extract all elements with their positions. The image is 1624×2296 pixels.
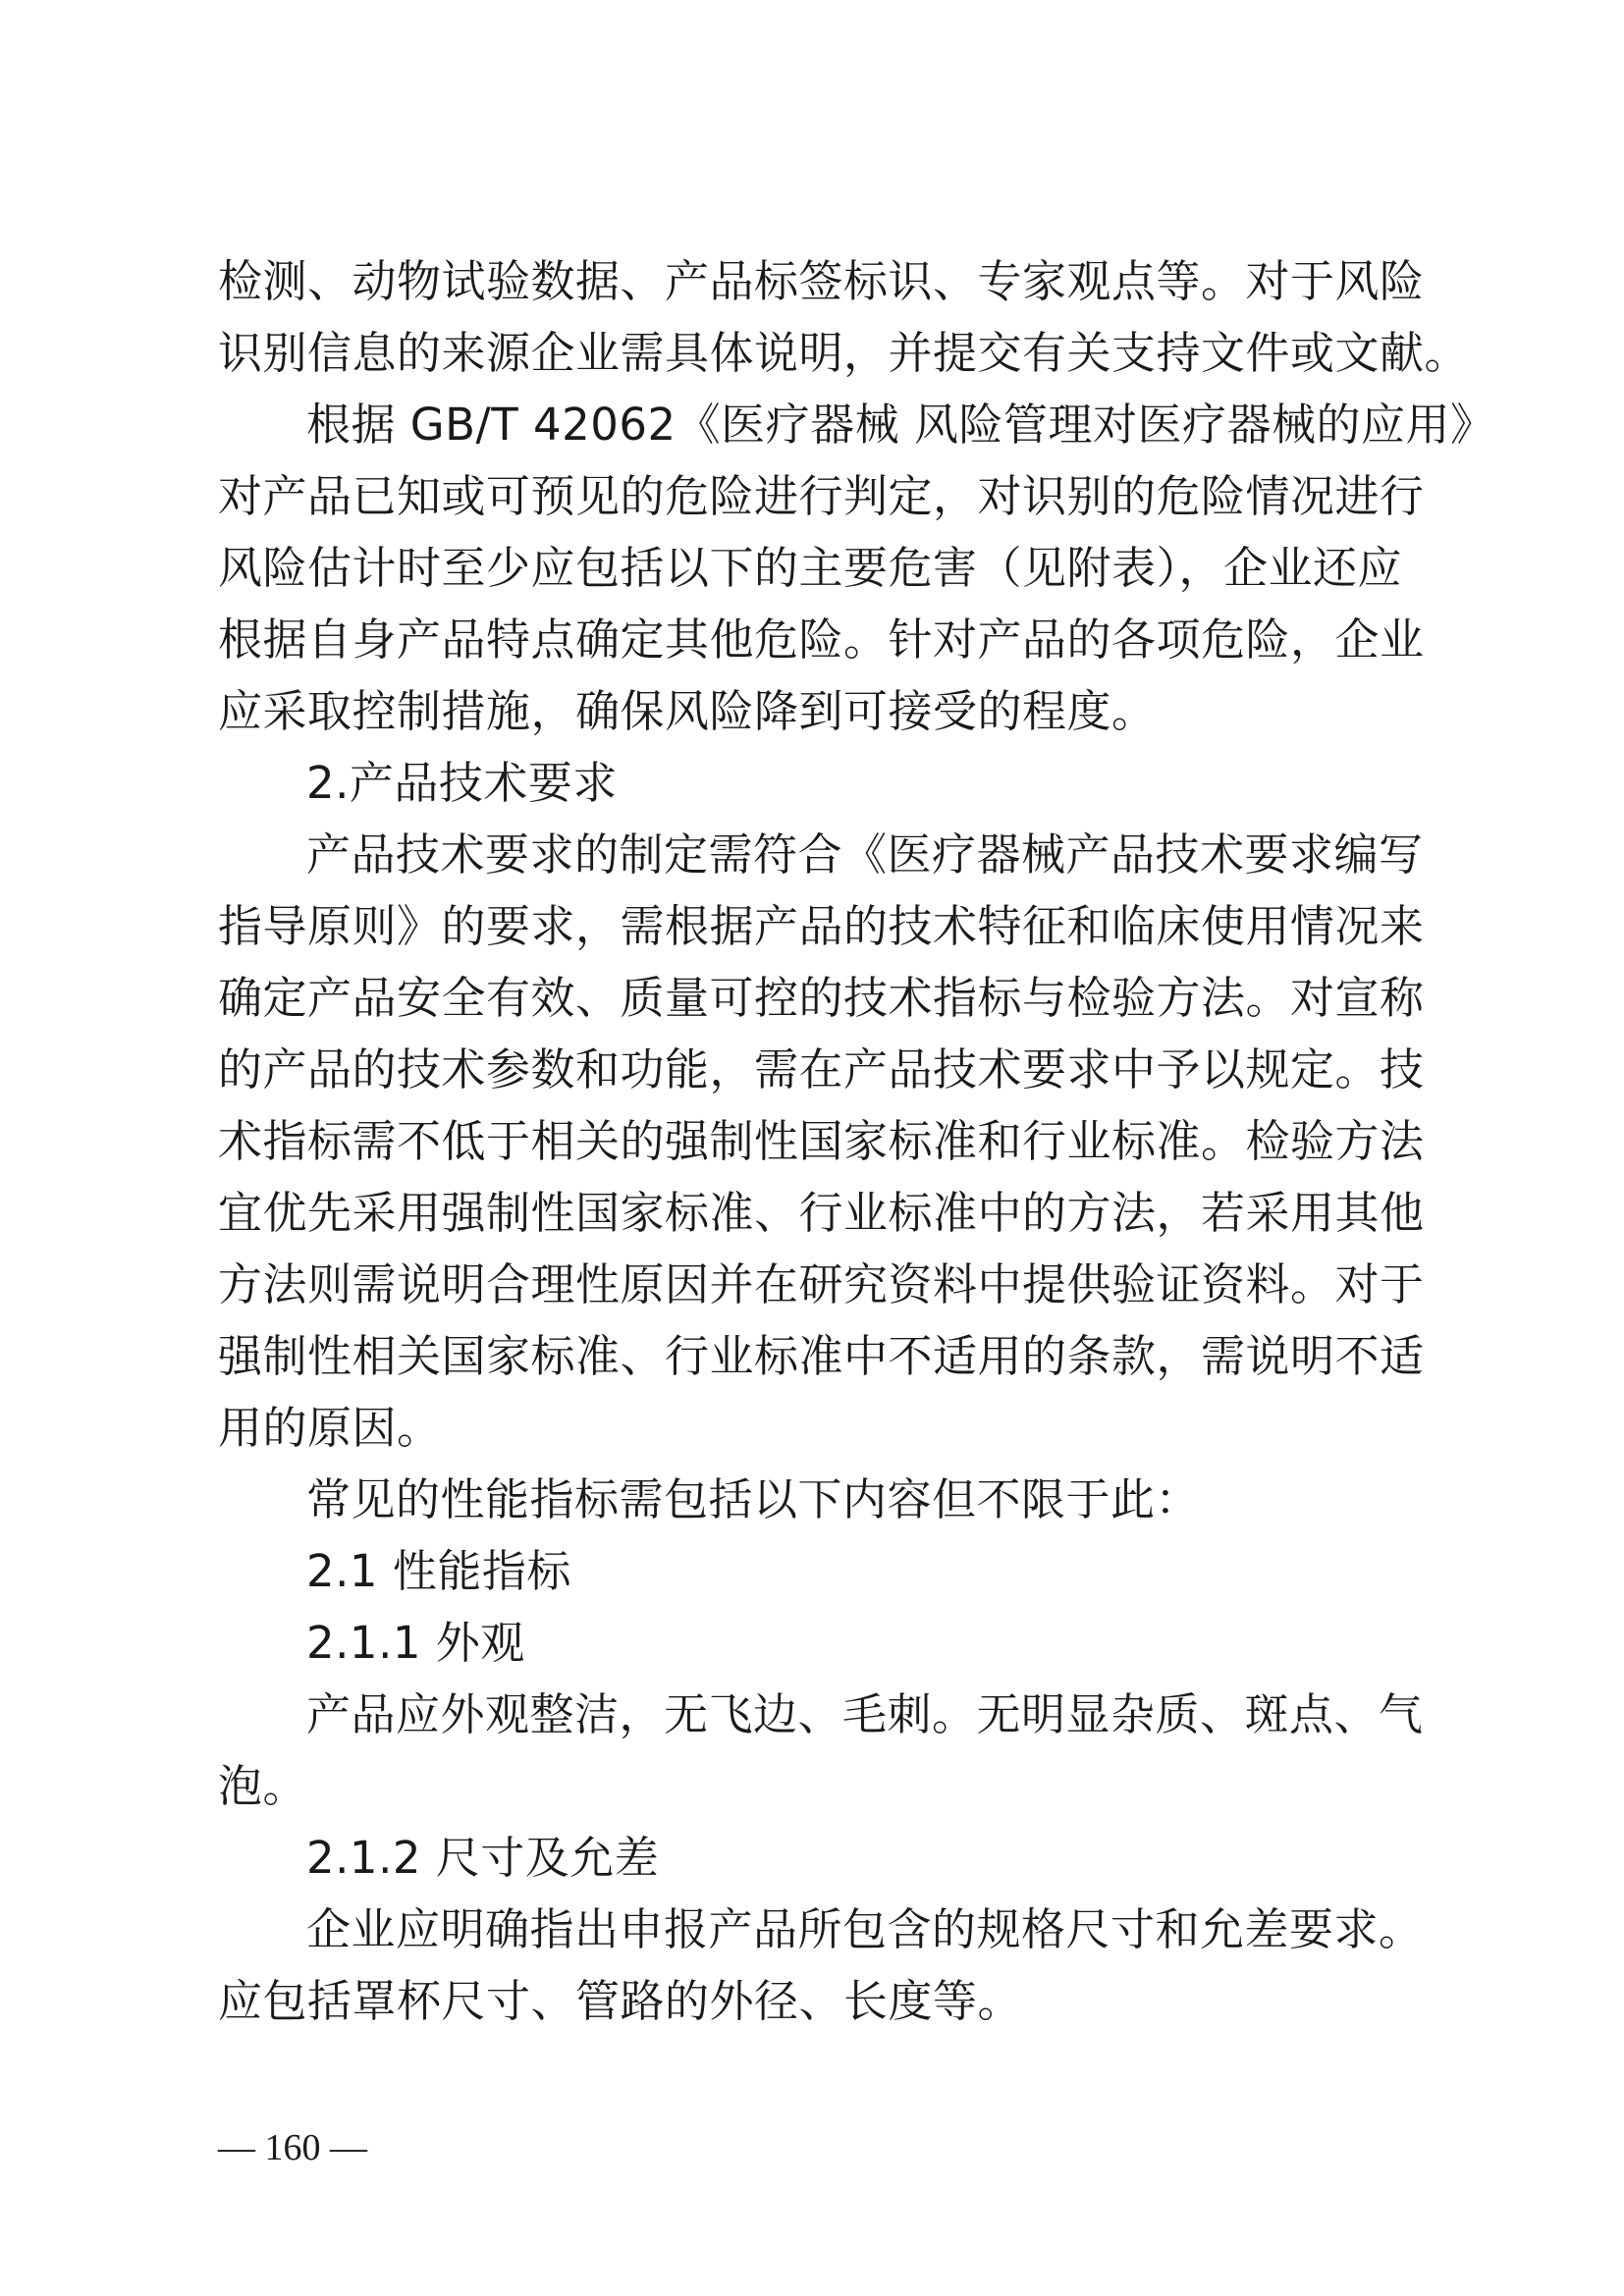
text-line: 对产品已知或可预见的危险进行判定，对识别的危险情况进行 [218, 470, 1425, 522]
text-line: 术指标需不低于相关的强制性国家标准和行业标准。检验方法 [218, 1115, 1425, 1167]
text-line: 的产品的技术参数和功能，需在产品技术要求中予以规定。技 [218, 1043, 1425, 1095]
text-line: 强制性相关国家标准、行业标准中不适用的条款，需说明不适 [218, 1330, 1425, 1382]
text-line: 应包括罩杯尺寸、管路的外径、长度等。 [218, 1975, 1023, 2027]
page-number: — 160 — [218, 2127, 367, 2168]
text-line: 宜优先采用强制性国家标准、行业标准中的方法，若采用其他 [218, 1187, 1425, 1239]
text-line: 用的原因。 [218, 1402, 442, 1454]
text-line: 企业应明确指出申报产品所包含的规格尺寸和允差要求。 [306, 1903, 1424, 1955]
text-line: 2.1.2 尺寸及允差 [306, 1832, 660, 1884]
text-line: 2.产品技术要求 [306, 757, 618, 809]
text-line: 2.1.1 外观 [306, 1617, 525, 1669]
text-line: 产品技术要求的制定需符合《医疗器械产品技术要求编写 [306, 828, 1424, 881]
text-line: 根据 GB/T 42062《医疗器械 风险管理对医疗器械的应用》 [306, 399, 1495, 451]
text-line: 识别信息的来源企业需具体说明，并提交有关支持文件或文献。 [218, 327, 1470, 379]
text-line: 风险估计时至少应包括以下的主要危害（见附表），企业还应 [218, 542, 1403, 594]
body-text [218, 245, 1495, 2037]
text-line: 方法则需说明合理性原因并在研究资料中提供验证资料。对于 [218, 1258, 1425, 1310]
text-line: 指导原则》的要求，需根据产品的技术特征和临床使用情况来 [218, 900, 1425, 952]
text-line: 产品应外观整洁，无飞边、毛刺。无明显杂质、斑点、气 [306, 1688, 1424, 1740]
text-line: 泡。 [218, 1760, 308, 1812]
text-line: 2.1 性能指标 [306, 1545, 571, 1597]
text-line: 应采取控制措施，确保风险降到可接受的程度。 [218, 685, 1157, 737]
text-line: 确定产品安全有效、质量可控的技术指标与检验方法。对宣称 [218, 972, 1425, 1024]
text-line: 根据自身产品特点确定其他危险。针对产品的各项危险，企业 [218, 614, 1425, 666]
text-line: 常见的性能指标需包括以下内容但不限于此： [306, 1473, 1201, 1525]
text-line: 检测、动物试验数据、产品标签标识、专家观点等。对于风险 [218, 255, 1425, 307]
